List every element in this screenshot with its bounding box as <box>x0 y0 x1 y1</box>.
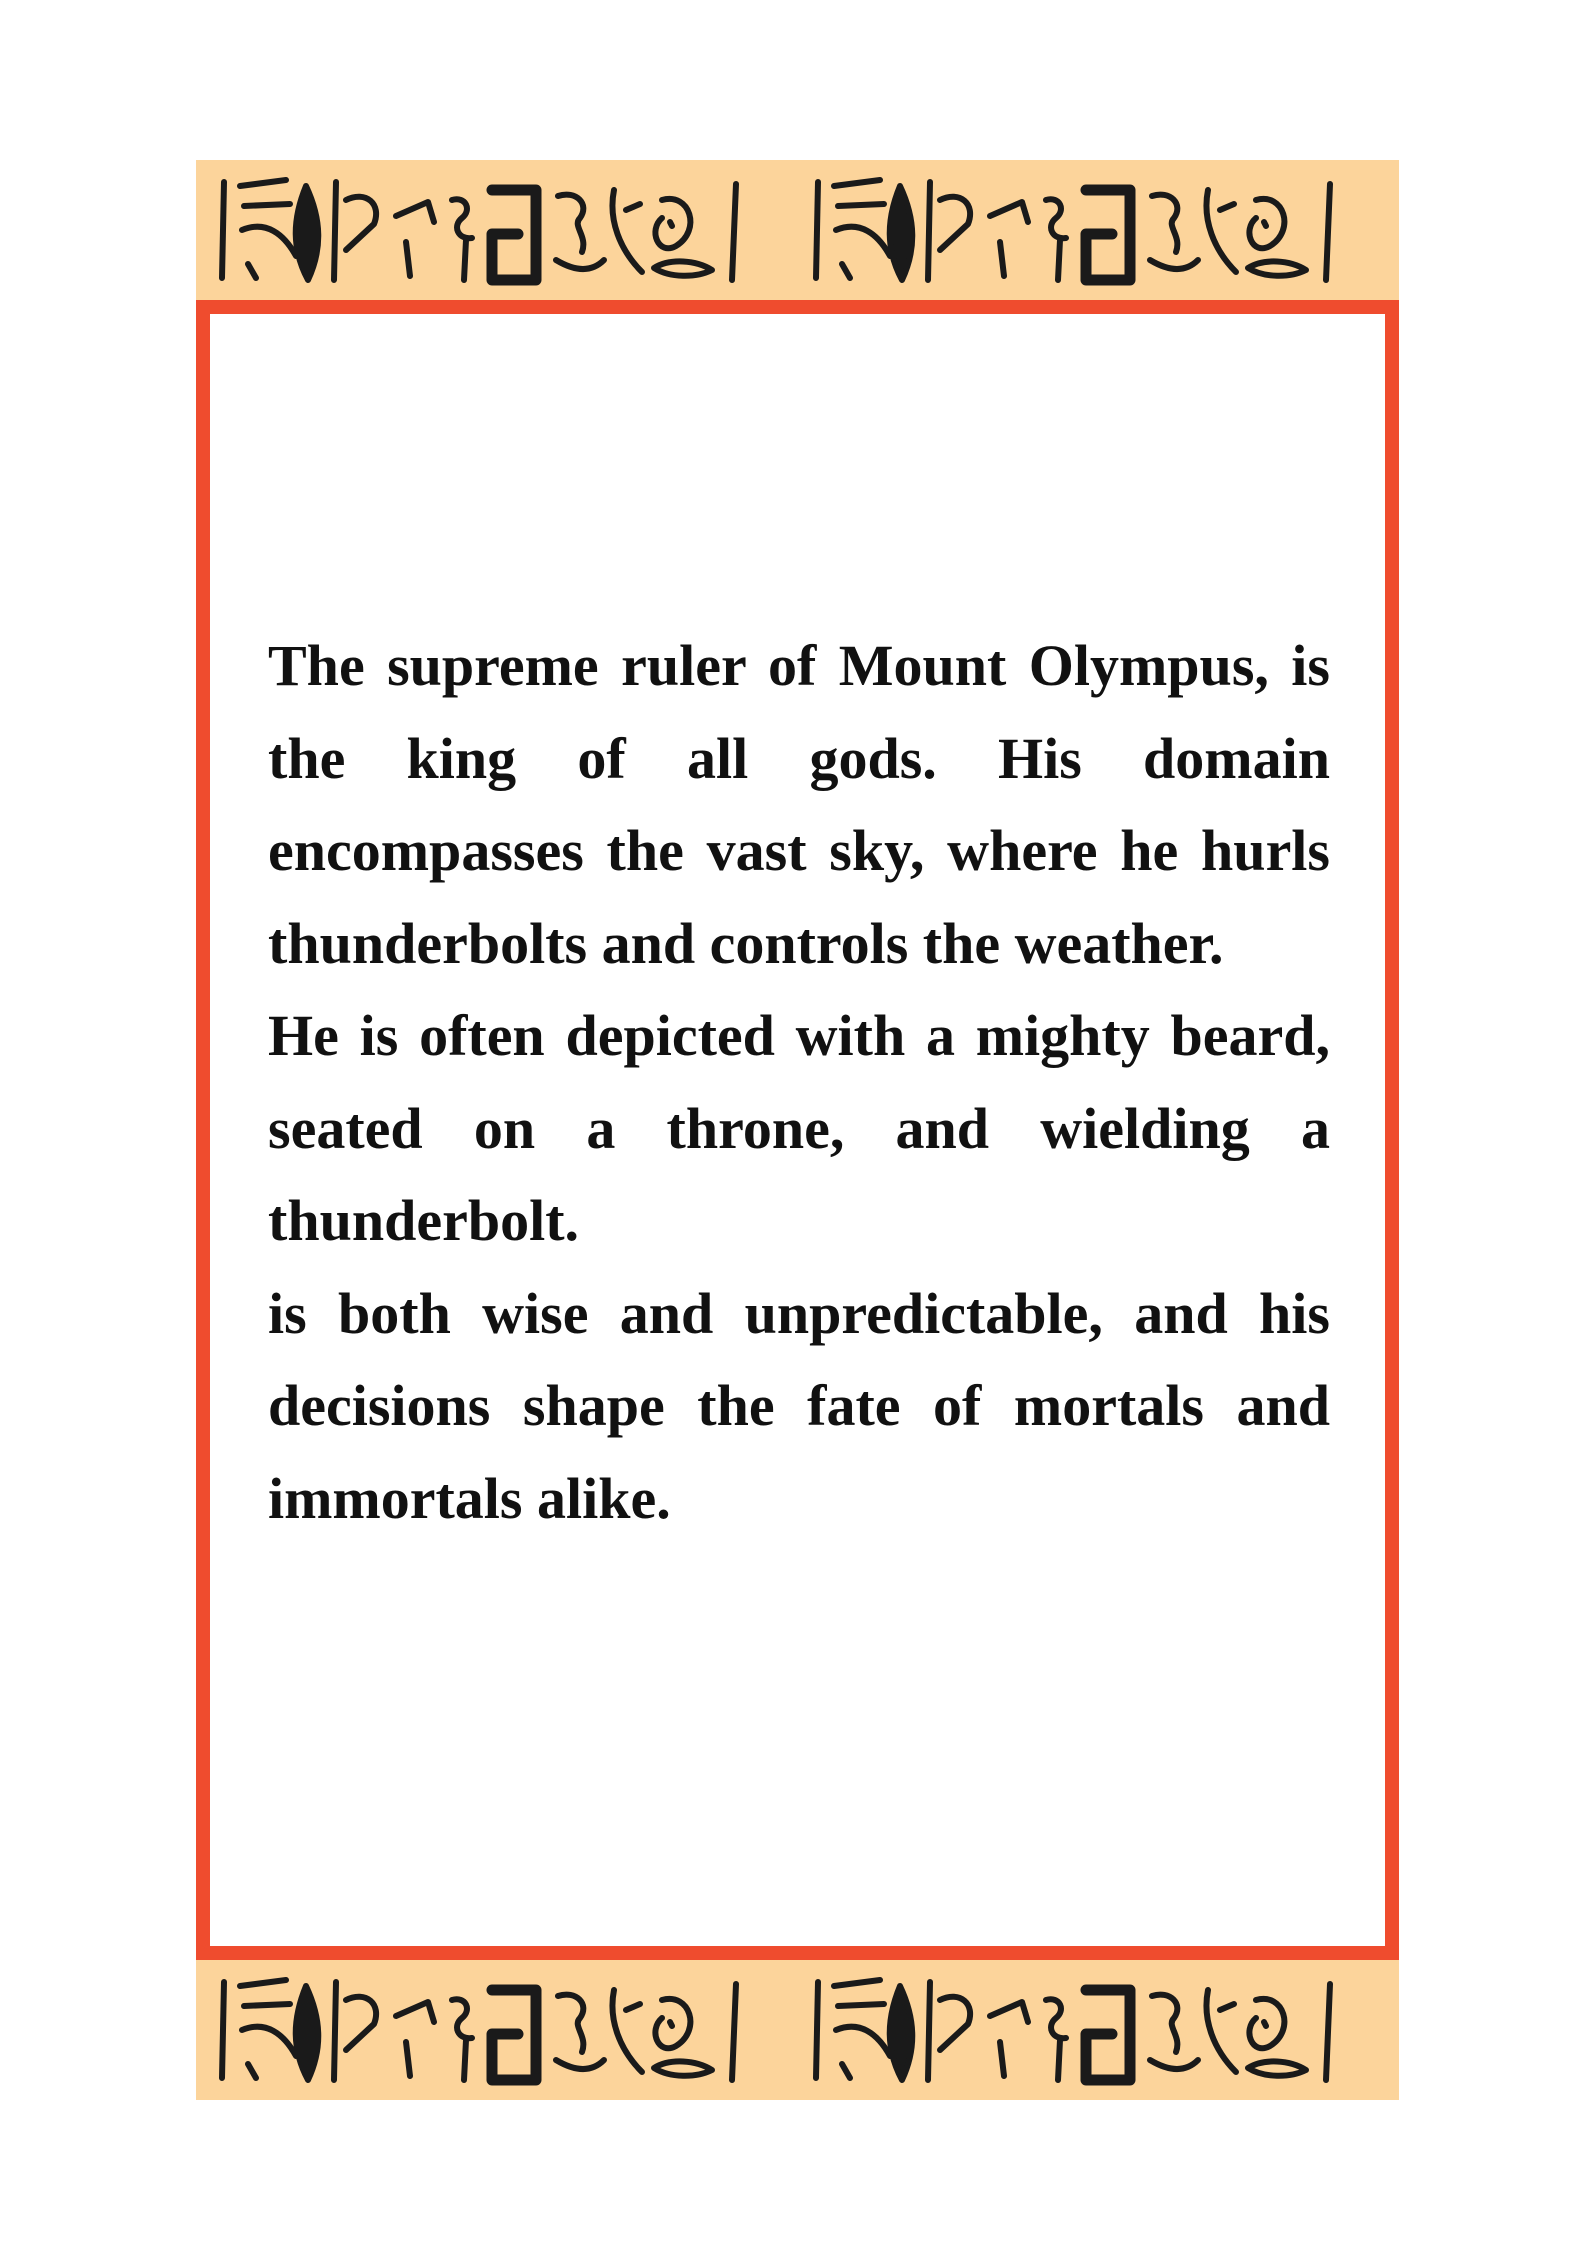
ancient-glyph-frieze-icon <box>196 160 1399 300</box>
bottom-glyph-border <box>196 1960 1399 2100</box>
ancient-glyph-frieze-icon <box>196 1960 1399 2100</box>
paragraph-2: He is often depicted with a mighty beard, seated on a throne, and wielding a thunderbolt. <box>268 1003 1330 1253</box>
paragraph-1: The supreme ruler of Mount Olympus, is the king of all gods. His domain encompasses the vast sky, where he hurls thunderbolts and controls the weather. <box>268 633 1330 976</box>
paragraph-3: is both wise and unpredictable, and his decisions shape the fate of mortals and immortals alike. <box>268 1280 1330 1531</box>
body-text <box>268 620 1330 1545</box>
top-glyph-border <box>196 160 1399 300</box>
